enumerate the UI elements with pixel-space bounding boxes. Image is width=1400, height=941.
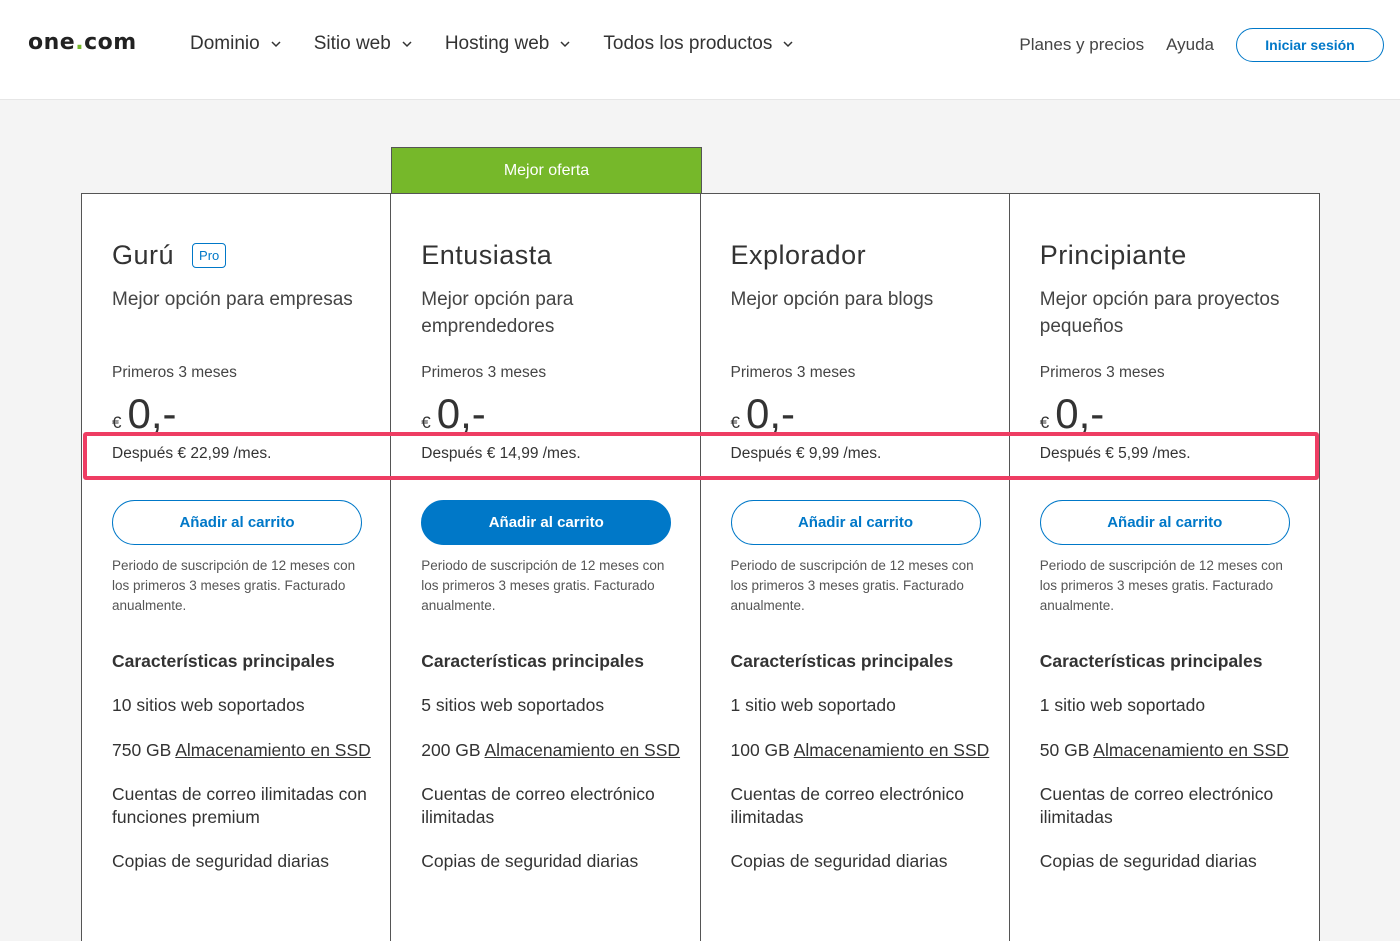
renewal-price: Después € 5,99 /mes. [1039, 445, 1191, 462]
feature-email: Cuentas de correo electrónico ilimitadas [1039, 784, 1274, 827]
header-right [1019, 28, 1384, 62]
feature-email: Cuentas de correo ilimitadas con funciones premium [112, 784, 367, 827]
subscription-note: Periodo de suscripción de 12 meses con los primeros 3 meses gratis. Facturado anualmente. [421, 558, 665, 613]
onecom-logo[interactable] [28, 30, 137, 55]
plan-description: Mejor opción para proyectos pequeños [1039, 289, 1280, 337]
plan-card-explorador [701, 194, 1010, 941]
feature-storage [1040, 739, 1300, 762]
feature-backup: Copias de seguridad diarias [112, 851, 329, 871]
intro-period: Primeros 3 meses [1039, 364, 1165, 381]
currency-symbol: € [421, 413, 431, 432]
feature-backup: Copias de seguridad diarias [730, 851, 948, 871]
nav-sitio-web[interactable] [314, 33, 413, 55]
currency-symbol: € [112, 413, 122, 432]
currency-symbol: € [1039, 413, 1050, 432]
storage-size: 50 GB [1039, 739, 1094, 760]
plan-name [1040, 240, 1187, 271]
currency-symbol: € [730, 413, 740, 432]
plan-price [1040, 390, 1104, 438]
feature-backup: Copias de seguridad diarias [1039, 851, 1257, 871]
plan-price [421, 390, 485, 438]
price-amount: 0,- [745, 390, 795, 437]
storage-size: 200 GB [421, 739, 485, 760]
feature-storage [421, 739, 681, 762]
add-to-cart-button[interactable]: Añadir al carrito [421, 500, 671, 545]
add-to-cart-button[interactable]: Añadir al carrito [112, 500, 362, 545]
feature-backup: Copias de seguridad diarias [421, 851, 639, 871]
renewal-price: Después € 14,99 /mes. [421, 445, 581, 462]
intro-period: Primeros 3 meses [730, 364, 856, 381]
feature-list [1040, 694, 1300, 895]
chevron-down-icon [782, 38, 794, 50]
feature-storage [731, 739, 991, 762]
chevron-down-icon [559, 38, 571, 50]
storage-ssd-link[interactable]: Almacenamiento en SSD [484, 739, 681, 760]
features-heading: Características principales [1039, 651, 1263, 671]
subscription-note: Periodo de suscripción de 12 meses con los primeros 3 meses gratis. Facturado anualmente. [112, 558, 356, 613]
renewal-price: Después € 9,99 /mes. [730, 445, 882, 462]
plan-description: Mejor opción para emprendedores [421, 289, 574, 337]
main-nav [190, 33, 826, 55]
feature-list [731, 694, 991, 895]
price-amount: 0,- [127, 390, 177, 437]
feature-list [421, 694, 681, 895]
plan-name [731, 240, 867, 271]
plan-name [112, 240, 226, 271]
storage-size: 100 GB [730, 739, 794, 760]
chevron-down-icon [401, 38, 413, 50]
pricing-table [81, 193, 1320, 941]
best-offer-banner: Mejor oferta [391, 147, 702, 193]
plan-card-entusiasta [391, 194, 700, 941]
plans-prices-link[interactable]: Planes y precios [1019, 35, 1145, 54]
login-button[interactable]: Iniciar sesión [1236, 28, 1384, 62]
intro-period: Primeros 3 meses [112, 364, 237, 381]
pro-badge: Pro [192, 243, 226, 268]
storage-ssd-link[interactable]: Almacenamiento en SSD [793, 739, 990, 760]
chevron-down-icon [270, 38, 282, 50]
add-to-cart-button[interactable]: Añadir al carrito [1040, 500, 1290, 545]
subscription-note: Periodo de suscripción de 12 meses con los primeros 3 meses gratis. Facturado anualmente. [1039, 558, 1283, 613]
nav-label: Sitio web [313, 33, 391, 54]
plan-price [112, 390, 176, 438]
logo-dot: . [75, 30, 85, 55]
feature-email: Cuentas de correo electrónico ilimitadas [421, 784, 655, 827]
features-heading: Características principales [730, 651, 954, 671]
feature-storage [112, 739, 372, 762]
nav-label: Dominio [190, 33, 260, 54]
add-to-cart-button[interactable]: Añadir al carrito [731, 500, 981, 545]
nav-label: Todos los productos [603, 33, 773, 54]
storage-ssd-link[interactable]: Almacenamiento en SSD [175, 739, 371, 760]
plan-title: Explorador [730, 240, 867, 270]
feature-list [112, 694, 372, 895]
price-amount: 0,- [436, 390, 486, 437]
plan-card-principiante [1010, 194, 1319, 941]
nav-dominio[interactable] [190, 33, 282, 55]
nav-hosting-web[interactable] [445, 33, 572, 55]
nav-todos-productos[interactable] [603, 33, 794, 55]
feature-email: Cuentas de correo electrónico ilimitadas [730, 784, 964, 827]
plan-title: Gurú [112, 240, 175, 270]
logo-tld: com [84, 30, 137, 55]
plan-title: Principiante [1039, 240, 1187, 270]
plan-title: Entusiasta [421, 240, 553, 270]
site-header [0, 0, 1400, 100]
renewal-price: Después € 22,99 /mes. [112, 445, 272, 462]
storage-size: 750 GB [112, 739, 176, 760]
storage-ssd-link[interactable]: Almacenamiento en SSD [1093, 739, 1289, 760]
features-heading: Características principales [421, 651, 645, 671]
subscription-note: Periodo de suscripción de 12 meses con los primeros 3 meses gratis. Facturado anualmente. [730, 558, 974, 613]
feature-sites: 5 sitios web soportados [421, 695, 605, 715]
price-amount: 0,- [1055, 390, 1105, 437]
intro-period: Primeros 3 meses [421, 364, 547, 381]
plan-name [421, 240, 552, 271]
nav-label: Hosting web [444, 33, 550, 54]
plan-description: Mejor opción para empresas [112, 289, 353, 310]
plan-card-guru [82, 194, 391, 941]
features-heading: Características principales [112, 651, 335, 671]
help-link[interactable]: Ayuda [1166, 35, 1214, 54]
plan-description: Mejor opción para blogs [730, 289, 934, 310]
feature-sites: 1 sitio web soportado [1039, 695, 1206, 715]
feature-sites: 10 sitios web soportados [112, 695, 305, 715]
logo-main: one [28, 30, 76, 55]
feature-sites: 1 sitio web soportado [730, 695, 896, 715]
plan-price [731, 390, 795, 438]
